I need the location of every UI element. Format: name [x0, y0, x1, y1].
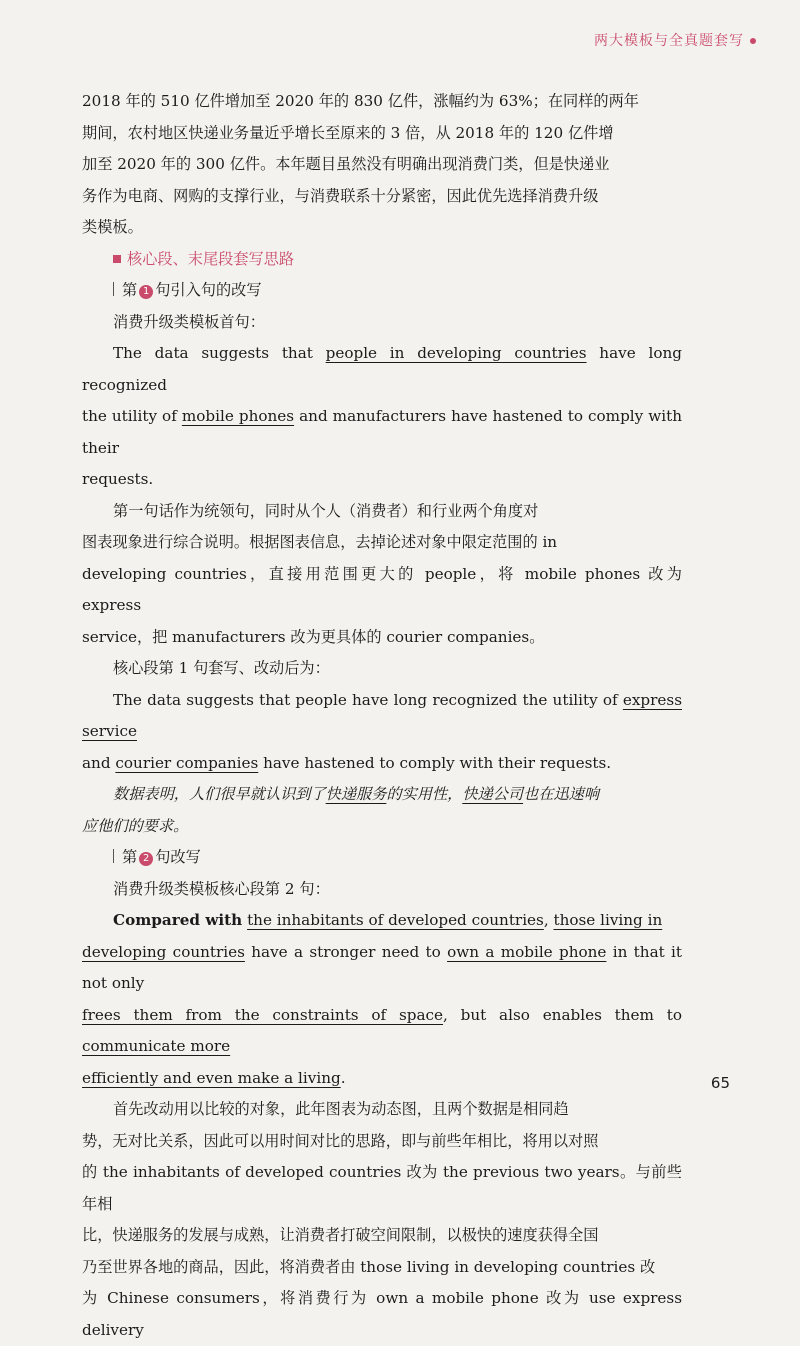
text: 比，快递服务的发展与成熟，让消费者打破空间限制，以极快的速度获得全国	[82, 1226, 599, 1244]
text: have long recognized	[82, 344, 682, 394]
section-title-text: 核心段、末尾段套写思路	[127, 249, 295, 268]
text: 为 Chinese consumers，将消费行为 own a mobile phone 改为 use express delivery	[82, 1289, 682, 1339]
step-pre: 第	[122, 848, 138, 866]
text: developing countries，直接用范围更大的 people，将 mobile phones 改为 express	[82, 564, 682, 614]
text: 图表现象进行综合说明。根据图表信息，去掉论述对象中限定范围的 in	[82, 533, 558, 551]
text: have hastened to comply with their requests.	[258, 753, 612, 772]
intro-line: 期间，农村地区快递业务量近乎增长至原来的 3 倍，从 2018 年的 120 亿件增	[82, 123, 614, 142]
core-1-sentence	[82, 685, 682, 780]
core-1-label: 核心段第 1 句套写、改动后为：	[113, 659, 330, 677]
text: 首先改动用以比较的对象，此年图表为动态图，且两个数据是相同趋	[113, 1100, 569, 1118]
intro-line: 务作为电商、网购的支撑行业，与消费联系十分紧密，因此优先选择消费升级	[82, 186, 599, 205]
underlined-phrase: communicate more	[82, 1037, 231, 1055]
template-2-sentence: Compared with the inhabitants of developed countries, those living in developing countries have a stronger need to own a mobile phone in that it not only frees them from the constraints of space, but also enables them to communicate more efficiently and even make a living.	[82, 911, 683, 1087]
text: 乃至世界各地的商品，因此，将消费者由 those living in developing countries 改	[82, 1257, 656, 1276]
text: and manufacturers have hastened to comply with their	[82, 407, 683, 457]
running-header	[594, 30, 756, 50]
underlined-phrase: express service	[82, 690, 682, 740]
text: 的实用性，	[386, 785, 463, 803]
header-dot-icon	[750, 38, 756, 44]
text: 应他们的要求。	[82, 816, 189, 835]
section-title	[113, 244, 682, 276]
text: service，把 manufacturers 改为更具体的 courier companies。	[82, 627, 545, 646]
step-post: 句改写	[155, 848, 201, 866]
underlined-phrase: efficiently and even make a living	[82, 1068, 341, 1087]
bar-icon	[113, 849, 114, 863]
intro-line: 类模板。	[82, 218, 143, 236]
underlined-phrase: the inhabitants of developed countries	[247, 911, 544, 929]
text: The data suggests that	[113, 344, 326, 362]
square-bullet-icon	[113, 255, 121, 263]
underlined-phrase: own a mobile phone	[447, 942, 607, 961]
intro-line: 加至 2020 年的 300 亿件。本年题目虽然没有明确出现消费门类，但是快递业	[82, 155, 610, 173]
running-title: 两大模板与全真题套写	[594, 33, 744, 49]
template-1-label: 消费升级类模板首句：	[113, 312, 265, 331]
text: and	[82, 753, 116, 772]
underlined-phrase: 快递公司	[462, 785, 524, 803]
intro-line: 2018 年的 510 亿件增加至 2020 年的 830 亿件，涨幅约为 63%；在同样的两年	[82, 92, 639, 110]
bar-icon	[113, 282, 114, 296]
text: in that it not only	[82, 942, 683, 992]
text: 第一句话作为统领句，同时从个人（消费者）和行业两个角度对	[113, 501, 539, 520]
explanation-1	[82, 496, 682, 654]
step-post: 句引入句的改写	[155, 281, 262, 299]
text: .	[340, 1068, 346, 1087]
step-number-badge: 1	[139, 285, 153, 299]
underlined-phrase: 快递服务	[325, 785, 387, 803]
template-1-sentence	[82, 338, 682, 496]
underlined-phrase: people in developing countries	[325, 344, 587, 362]
text: 势，无对比关系，因此可以用时间对比的思路，即与前些年相比，将用以对照	[82, 1131, 599, 1150]
underlined-phrase: frees them from the constraints of space	[82, 1005, 444, 1024]
text: 数据表明，人们很早就认识到了	[113, 785, 326, 803]
text: The data suggests that people have long recognized the utility of	[113, 690, 623, 709]
intro-paragraph	[82, 86, 682, 244]
text: 也在迅速响	[523, 785, 599, 803]
step-pre: 第	[122, 281, 138, 299]
text: requests.	[82, 470, 154, 488]
step-number-badge: 2	[139, 852, 153, 866]
step-2-heading	[113, 842, 682, 874]
bold-phrase: Compared with	[113, 911, 243, 929]
step-1-heading	[113, 275, 682, 307]
page-number: 65	[710, 1074, 730, 1092]
translation-1	[82, 779, 682, 842]
underlined-phrase: courier companies	[115, 753, 259, 772]
underlined-phrase: those living in	[553, 911, 663, 929]
underlined-phrase: mobile phones	[181, 407, 295, 425]
text: the utility of	[82, 407, 182, 425]
text: , but also enables them to	[443, 1005, 682, 1024]
page-body	[82, 86, 682, 1346]
text: 的 the inhabitants of developed countries 改为 the previous two years。与前些年相	[82, 1163, 682, 1213]
underlined-phrase: developing countries	[82, 942, 245, 961]
template-2-label: 消费升级类模板核心段第 2 句：	[113, 879, 330, 898]
text: have a stronger need to	[244, 942, 448, 961]
